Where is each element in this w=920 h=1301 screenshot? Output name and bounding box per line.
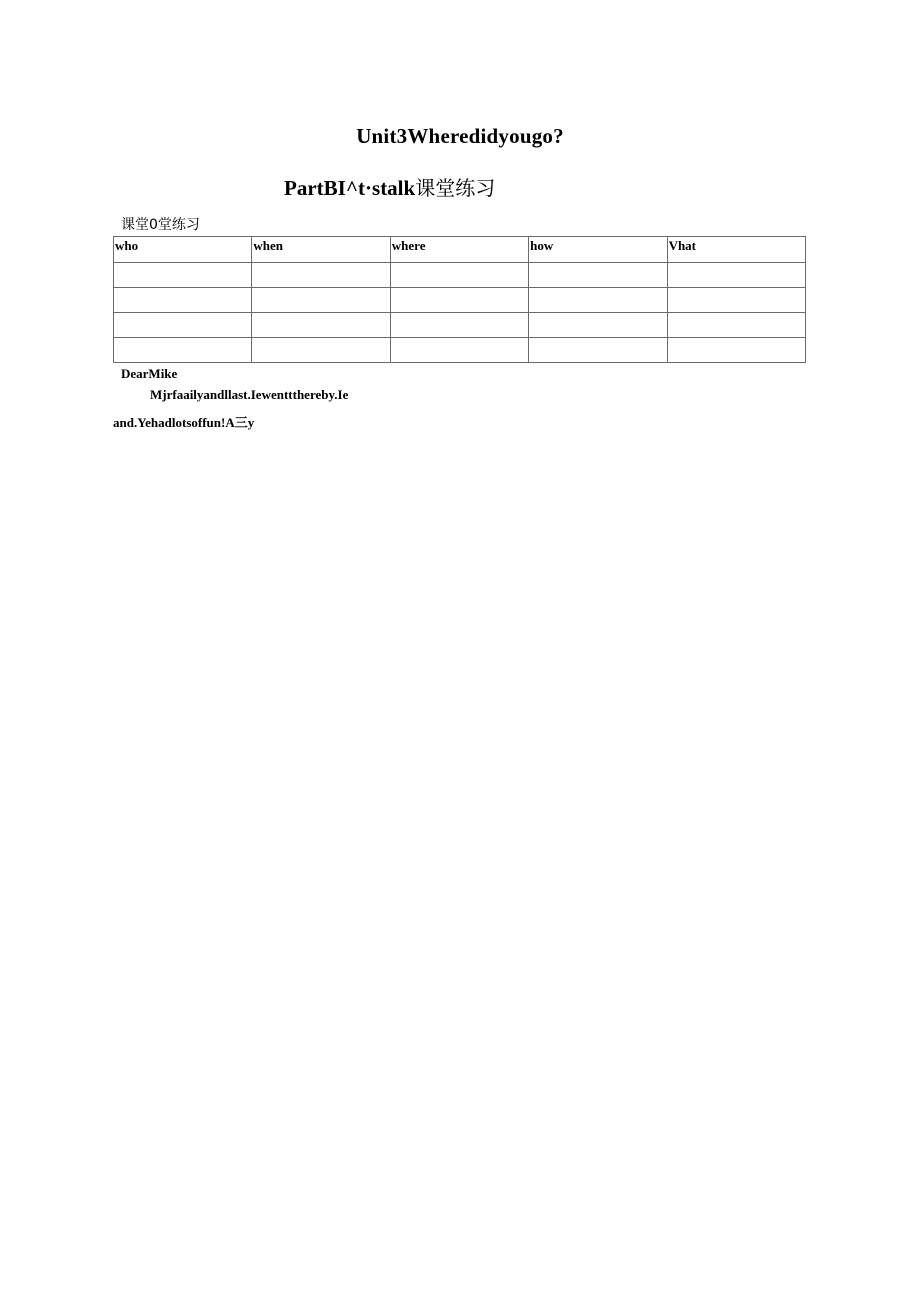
table-cell[interactable]	[529, 313, 667, 338]
subtitle-chinese: 课堂练习	[415, 176, 496, 200]
page-subtitle	[284, 172, 495, 201]
table-header-who: who	[114, 237, 252, 263]
table-cell[interactable]	[529, 288, 667, 313]
table-header-where: where	[390, 237, 528, 263]
table-row	[114, 263, 806, 288]
table-cell[interactable]	[529, 338, 667, 363]
table-row	[114, 313, 806, 338]
letter-line-1: Mjrfaailyandllast.Iewenttthereby.Ie	[150, 387, 349, 402]
table-cell[interactable]	[390, 288, 528, 313]
table-header-when: when	[252, 237, 390, 263]
table-cell[interactable]	[667, 313, 805, 338]
subtitle-english: PartBI^t·stalk	[284, 176, 416, 200]
table-cell[interactable]	[390, 338, 528, 363]
table-row	[114, 288, 806, 313]
table-cell[interactable]	[252, 338, 390, 363]
table-cell[interactable]	[390, 313, 528, 338]
worksheet-table	[113, 236, 806, 363]
table-cell[interactable]	[252, 288, 390, 313]
table-cell[interactable]	[114, 288, 252, 313]
table-header-what: Vhat	[667, 237, 805, 263]
table-cell[interactable]	[114, 338, 252, 363]
table-cell[interactable]	[667, 263, 805, 288]
table-cell[interactable]	[114, 263, 252, 288]
table-cell[interactable]	[667, 338, 805, 363]
table-cell[interactable]	[252, 263, 390, 288]
table-cell[interactable]	[390, 263, 528, 288]
table-row	[114, 338, 806, 363]
letter-line-2: and.Yehadlotsoffun!A三y	[113, 415, 255, 430]
page-title: Unit3Wheredidyougo?	[356, 124, 564, 148]
table-cell[interactable]	[667, 288, 805, 313]
section-label: 课堂0堂练习	[121, 217, 200, 233]
table-header-row	[114, 237, 806, 263]
table-cell[interactable]	[529, 263, 667, 288]
table-cell[interactable]	[114, 313, 252, 338]
letter-greeting: DearMike	[121, 366, 178, 381]
table-cell[interactable]	[252, 313, 390, 338]
table-header-how: how	[529, 237, 667, 263]
